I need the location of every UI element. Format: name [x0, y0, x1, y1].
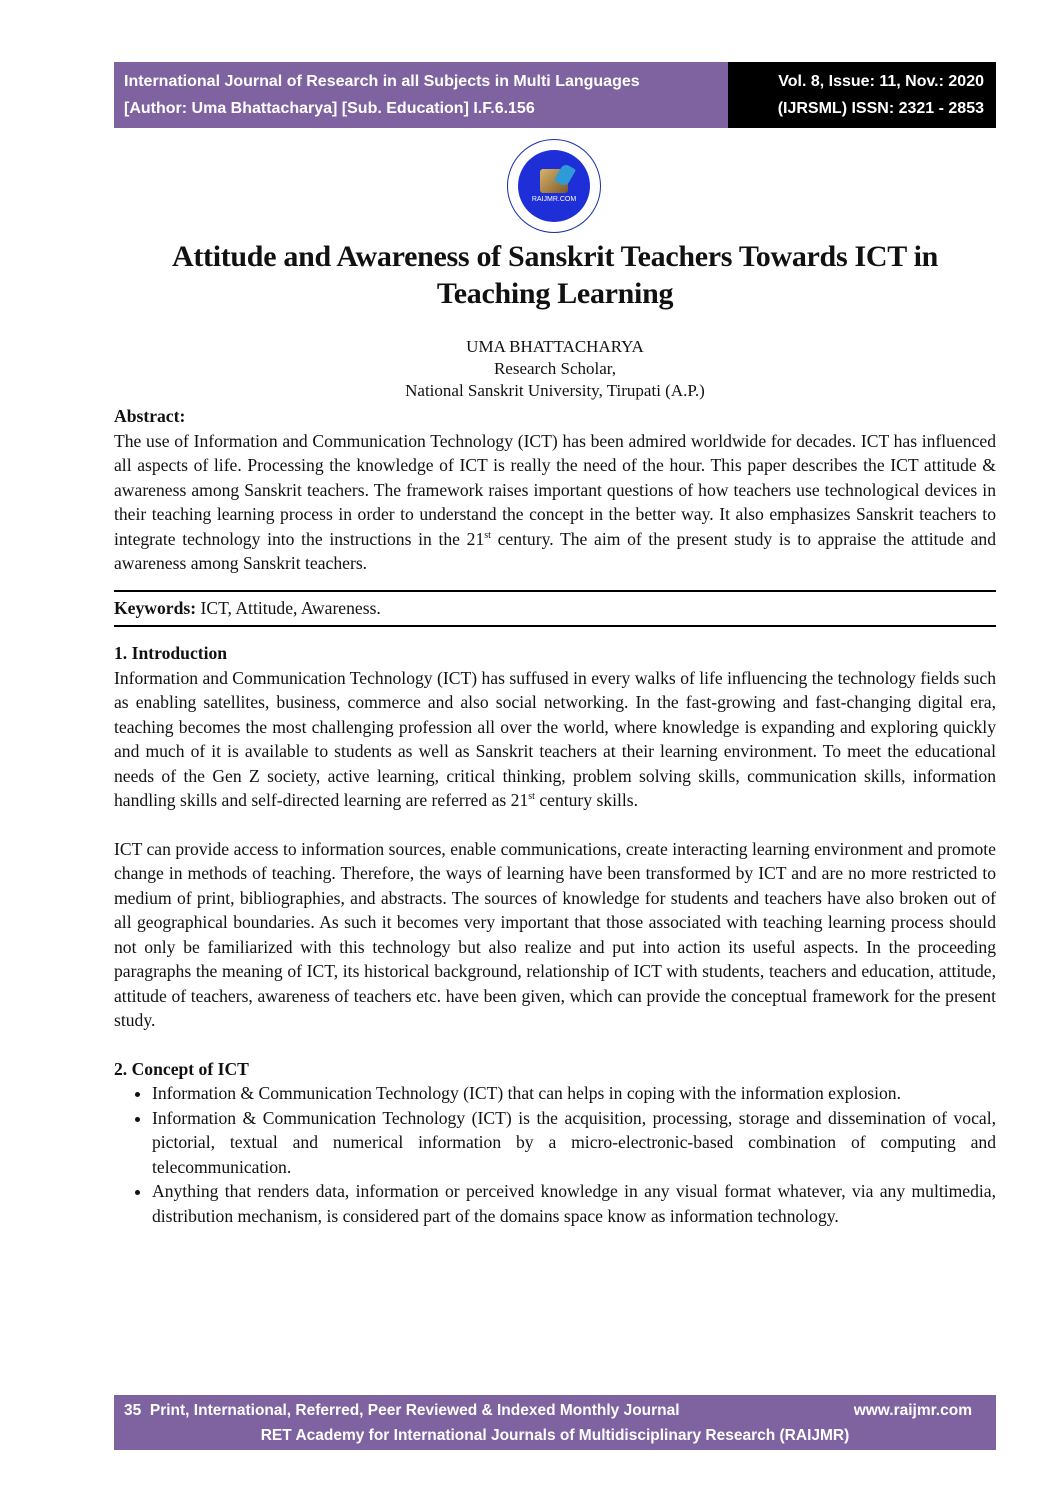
logo-ring: [507, 139, 601, 233]
paper-body: [114, 404, 996, 1228]
logo-text: RAIJMR.COM: [531, 196, 577, 203]
abstract-heading: Abstract:: [114, 406, 186, 426]
quill-scroll-icon: [540, 169, 568, 193]
issn: (IJRSML) ISSN: 2321 - 2853: [777, 100, 984, 117]
keywords-line: [114, 592, 996, 626]
volume-issue: Vol. 8, Issue: 11, Nov.: 2020: [778, 73, 984, 90]
section-1-heading: 1. Introduction: [114, 643, 228, 663]
logo-center: [518, 150, 590, 222]
journal-header: [114, 62, 996, 128]
divider-bottom: [114, 625, 996, 627]
page-number: 35: [124, 1402, 142, 1419]
keywords-value: ICT, Attitude, Awareness.: [196, 597, 381, 618]
keywords-label: Keywords:: [114, 597, 197, 618]
header-issue-info: [728, 62, 996, 128]
raijmr-logo: [506, 138, 602, 234]
journal-footer: [114, 1395, 996, 1450]
header-journal-info: [114, 62, 728, 128]
author-block: [114, 336, 996, 402]
list-item: • Anything that renders data, information or perceived knowledge in any visual format whatever, via any multimedia, distribution mechanism, is considered part of the domains space know as information technology.: [152, 1179, 996, 1228]
section-2-bullet-list: [114, 1081, 996, 1228]
footer-description: 35 Print, International, Referred, Peer Reviewed & Indexed Monthly Journal: [124, 1402, 680, 1419]
section-2-heading: 2. Concept of ICT: [114, 1058, 249, 1079]
abstract-text: The use of Information and Communication Technology (ICT) has been admired worldwide for decades. ICT has influenced all aspects of life. Processing the knowledge of ICT is really the need of the hour. This paper describes the ICT attitude & awareness among Sanskrit teachers. The framework raises important questions of how teachers use technological devices in their teaching learning process in order to understand the concept in the better way. It also emphasizes Sanskrit teachers to integrate technology into the instructions in the 21st century. The aim of the present study is to appraise the attitude and awareness among Sanskrit teachers.: [114, 430, 997, 573]
section-1-paragraph-2: ICT can provide access to information sources, enable communications, create interacting learning environment and promote change in methods of teaching. Therefore, the ways of learning have been transformed by ICT and are no more restricted to medium of print, bibliographies, and abstracts. The sources of knowledge for students and teachers have also broken out of all geographical boundaries. As such it becomes very important that those associated with teaching learning process should not only be familiarized with this technology but also realize and put into action its useful aspects. In the proceeding paragraphs the meaning of ICT, its historical background, relationship of ICT with students, teachers and education, attitude, attitude of teachers, awareness of teachers etc. have been given, which can provide the conceptual framework for the present study.: [114, 838, 996, 1030]
author-role: Research Scholar,: [493, 359, 617, 378]
author-name: UMA BHATTACHARYA: [466, 337, 644, 356]
footer-publisher: RET Academy for International Journals of Multidisciplinary Research (RAIJMR): [260, 1427, 850, 1444]
author-subject-line: [Author: Uma Bhattacharya] [Sub. Education] I.F.6.156: [124, 100, 535, 117]
author-affiliation: National Sanskrit University, Tirupati (A.P.): [405, 381, 705, 400]
section-1-paragraph-1: Information and Communication Technology (ICT) has suffused in every walks of life influencing the technology fields such as enabling satellites, business, commerce and also social networking. In the fast-growing and fast-changing digital era, teaching becomes the most challenging profession all over the world, where knowledge is expanding and exploring quickly and much of it is available to students as well as Sanskrit teachers at their learning environment. To meet the educational needs of the Gen Z society, active learning, critical thinking, problem solving skills, communication skills, information handling skills and self-directed learning are referred as 21st century skills.: [114, 667, 996, 810]
footer-website-link[interactable]: www.raijmr.com: [853, 1402, 972, 1419]
journal-name: International Journal of Research in all Subjects in Multi Languages: [124, 73, 640, 90]
list-item: • Information & Communication Technology (ICT) that can helps in coping with the information explosion.: [152, 1081, 996, 1106]
paper-title: Attitude and Awareness of Sanskrit Teachers Towards ICT in Teaching Learning: [171, 240, 939, 310]
list-item: • Information & Communication Technology (ICT) is the acquisition, processing, storage and dissemination of vocal, pictorial, textual and numerical information by a micro-electronic-based combination of computing and telecommunication.: [152, 1106, 996, 1180]
